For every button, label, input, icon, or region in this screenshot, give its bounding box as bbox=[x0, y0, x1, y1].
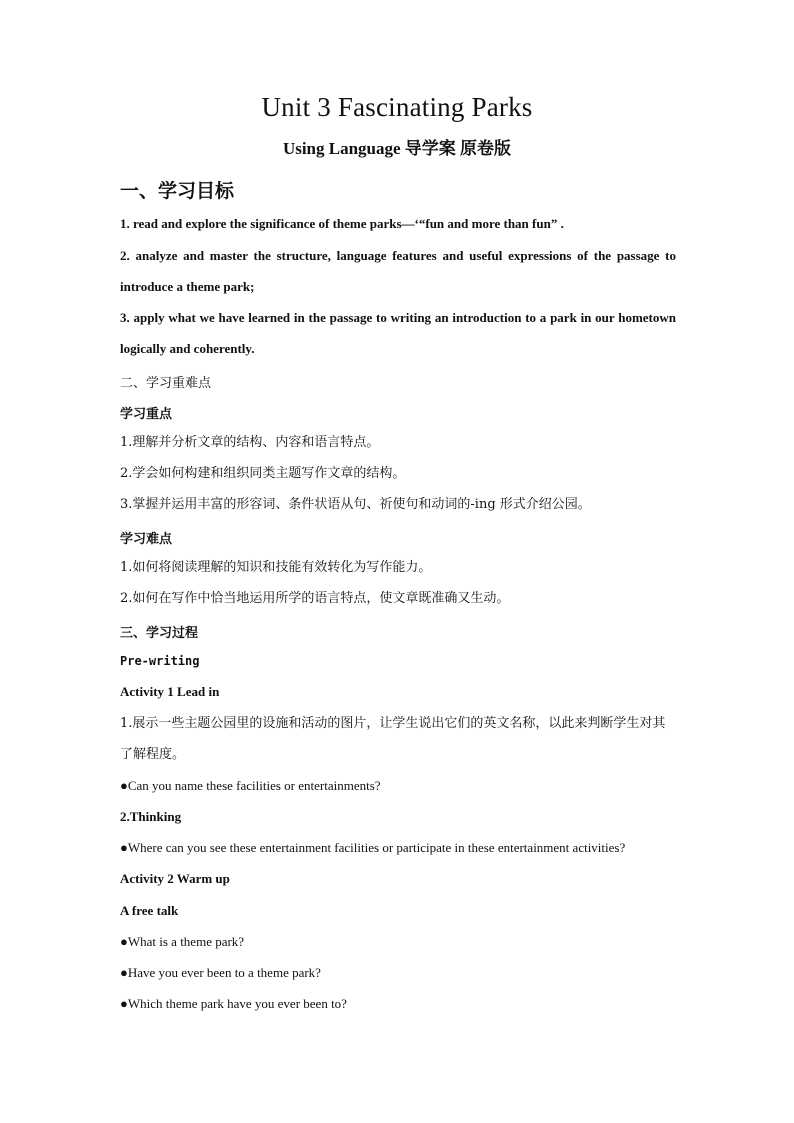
question-5: ●Which theme park have you ever been to? bbox=[120, 996, 347, 1011]
activity-1-text: 1.展示一些主题公园里的设施和活动的图片，让学生说出它们的英文名称，以此来判断学生对其了解程度。 bbox=[120, 716, 666, 762]
document-title: Unit 3 Fascinating Parks bbox=[261, 92, 533, 122]
section-heading-key-difficult: 二、学习重难点 bbox=[120, 376, 212, 391]
thinking-heading: 2.Thinking bbox=[120, 809, 182, 824]
document-subtitle: Using Language 导学案 原卷版 bbox=[282, 139, 512, 158]
difficult-points-label: 学习难点 bbox=[120, 532, 173, 547]
activity-2-heading: Activity 2 Warm up bbox=[120, 871, 230, 886]
section-heading-objectives: 一、学习目标 bbox=[120, 180, 235, 202]
section-heading-process: 三、学习过程 bbox=[120, 626, 199, 641]
key-point-2: 2.学会如何构建和组织同类主题写作文章的结构。 bbox=[120, 466, 406, 481]
objective-2: 2. analyze and master the structure, language features and useful expressions of the passage to introduce a theme park; bbox=[120, 248, 676, 294]
activity-1-heading: Activity 1 Lead in bbox=[120, 684, 220, 699]
difficult-point-2: 2.如何在写作中恰当地运用所学的语言特点，使文章既准确又生动。 bbox=[120, 591, 510, 606]
question-3: ●What is a theme park? bbox=[120, 934, 245, 949]
objective-3: 3. apply what we have learned in the passage to writing an introduction to a park in our hometown logically and coherently. bbox=[120, 310, 676, 356]
free-talk-heading: A free talk bbox=[120, 903, 179, 918]
pre-writing-label: Pre-writing bbox=[120, 654, 200, 668]
objective-1: 1. read and explore the significance of theme parks—‘“fun and more than fun” . bbox=[120, 216, 564, 231]
question-1: ●Can you name these facilities or entertainments? bbox=[120, 778, 381, 793]
difficult-point-1: 1.如何将阅读理解的知识和技能有效转化为写作能力。 bbox=[120, 560, 432, 575]
key-points-label: 学习重点 bbox=[120, 407, 173, 422]
question-2: ●Where can you see these entertainment facilities or participate in these entertainment activities? bbox=[120, 840, 626, 855]
key-point-1: 1.理解并分析文章的结构、内容和语言特点。 bbox=[120, 435, 380, 450]
question-4: ●Have you ever been to a theme park? bbox=[120, 965, 321, 980]
key-point-3: 3.掌握并运用丰富的形容词、条件状语从句、祈使句和动词的-ing 形式介绍公园。 bbox=[120, 497, 591, 512]
